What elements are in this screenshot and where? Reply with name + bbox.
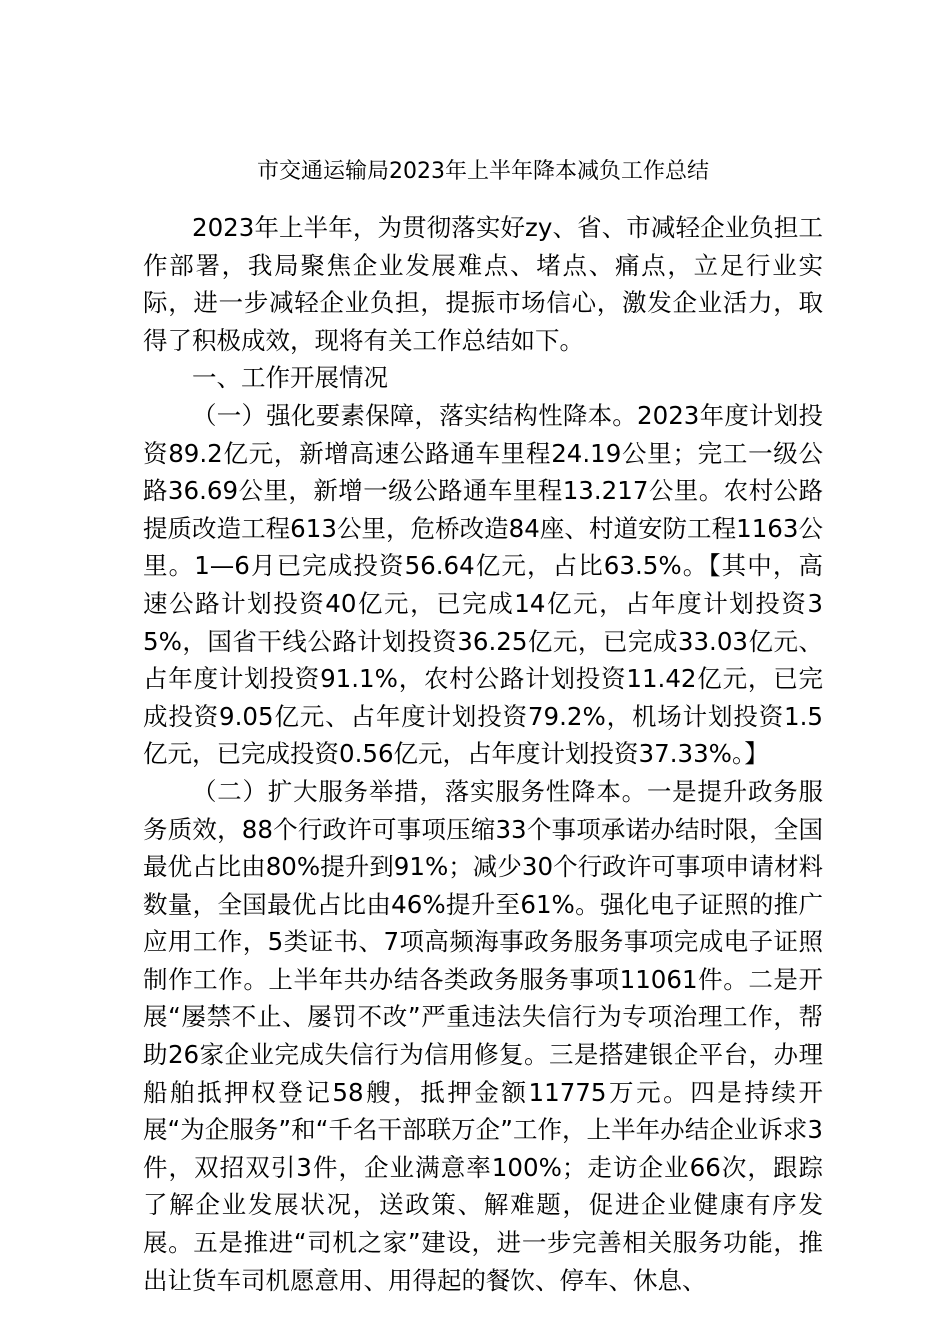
document-page: [143, 150, 823, 1299]
intro-paragraph: 2023年上半年，为贯彻落实好zy、省、市减轻企业负担工作部署，我局聚焦企业发展难点、堵点、痛点，立足行业实际，进一步减轻企业负担，提振市场信心，激发企业活力，取得了积极成效，现将有关工作总结如下。: [143, 213, 823, 355]
paragraph-structural-cost-reduction: （一）强化要素保障，落实结构性降本。2023年度计划投资89.2亿元，新增高速公路通车里程24.19公里；完工一级公路36.69公里，新增一级公路通车里程13.217公里。农村公路提质改造工程613公里，危桥改造84座、村道安防工程1163公里。1—6月已完成投资56.64亿元，占比63.5%。【其中，高速公路计划投资40亿元，已完成14亿元，占年度计划投资35%，国省干线公路计划投资36.25亿元，已完成33.03亿元、占年度计划投资91.1%，农村公路计划投资11.42亿元，已完成投资9.05亿元、占年度计划投资79.2%，机场计划投资1.5亿元，已完成投资0.56亿元，占年度计划投资37.33%。】: [143, 400, 823, 769]
paragraph-service-cost-reduction: （二）扩大服务举措，落实服务性降本。一是提升政务服务质效，88个行政许可事项压缩33个事项承诺办结时限，全国最优占比由80%提升到91%；减少30个行政许可事项申请材料数量，全国最优占比由46%提升至61%。强化电子证照的推广应用工作，5类证书、7项高频海事政务服务事项完成电子证照制作工作。上半年共办结各类政务服务事项11061件。二是开展“屡禁不止、屡罚不改”严重违法失信行为专项治理工作，帮助26家企业完成失信行为信用修复。三是搭建银企平台，办理船舶抵押权登记58艘，抵押金额11775万元。四是持续开展“为企服务”和“千名干部联万企”工作，上半年办结企业诉求3件，双招双引3件，企业满意率100%；走访企业66次，跟踪了解企业发展状况，送政策、解难题，促进企业健康有序发展。五是推进“司机之家”建设，进一步完善相关服务功能，推出让货车司机愿意用、用得起的餐饮、停车、休息、: [143, 776, 823, 1295]
document-title: 市交通运输局2023年上半年降本减负工作总结: [257, 159, 709, 184]
section-heading-work-progress: 一、工作开展情况: [192, 363, 388, 393]
